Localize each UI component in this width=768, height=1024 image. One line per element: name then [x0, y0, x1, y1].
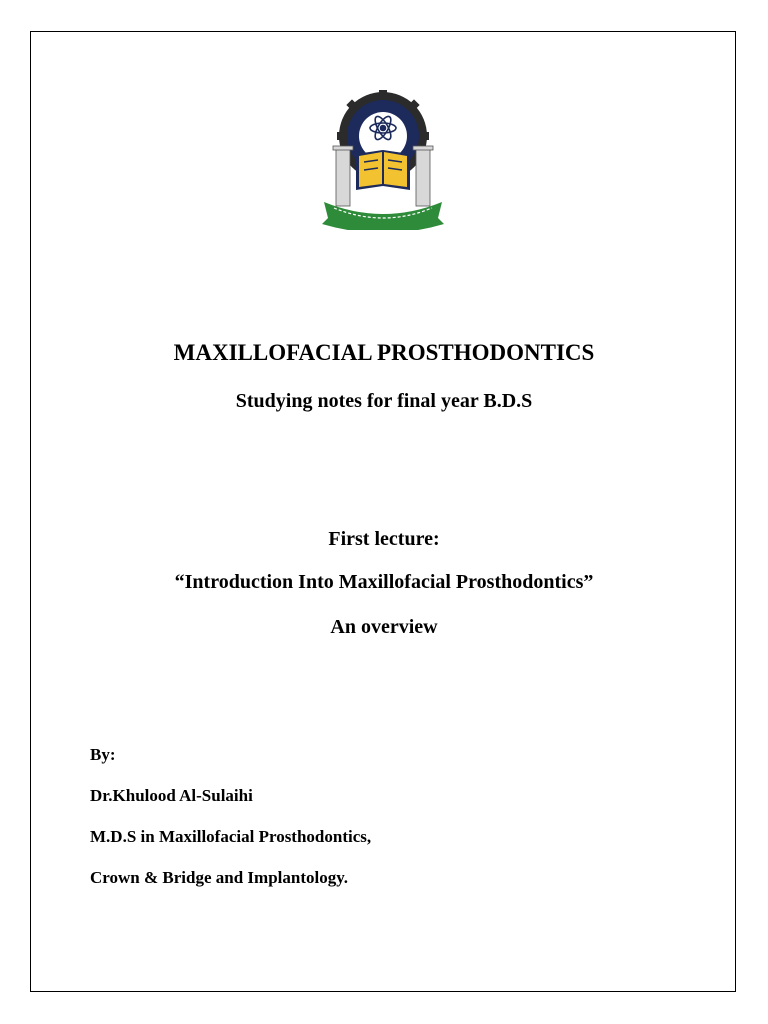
seal-book — [356, 150, 410, 190]
author-specialty: Crown & Bridge and Implantology. — [90, 868, 349, 887]
author-name: Dr.Khulood Al-Sulaihi — [90, 786, 253, 805]
author-by-label: By: — [90, 745, 116, 764]
university-seal-icon — [320, 90, 446, 230]
document-subtitle: Studying notes for final year B.D.S — [235, 390, 533, 412]
author-block — [90, 745, 371, 909]
lecture-subtitle: An overview — [330, 616, 438, 638]
author-degree: M.D.S in Maxillofacial Prosthodontics, — [90, 827, 372, 846]
document-title: MAXILLOFACIAL PROSTHODONTICS — [173, 340, 595, 365]
lecture-title: “Introduction Into Maxillofacial Prosthodontics” — [174, 571, 594, 593]
lecture-number: First lecture: — [328, 528, 440, 550]
